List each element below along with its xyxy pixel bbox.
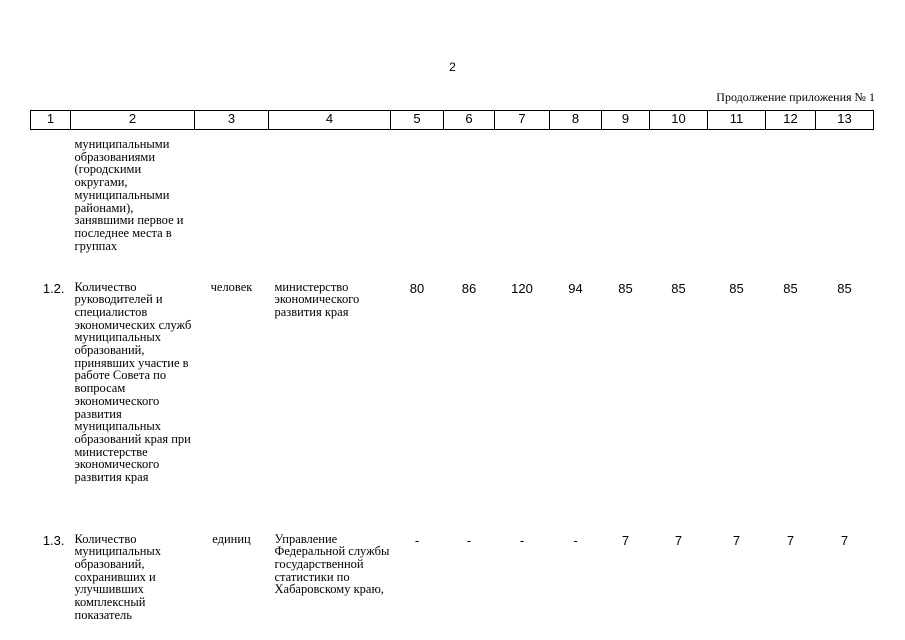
table-row [31,272,874,524]
value-cell: 94 [568,280,583,296]
column-header: 2 [71,111,195,130]
data-source: Управление Федеральной службы государственной статистики по Хабаровскому краю, [274,531,390,597]
data-source [269,130,391,272]
page-number: 2 [449,60,456,74]
value-cell: - [519,532,525,548]
value-cell: 85 [783,280,798,296]
value-cell [391,130,444,272]
value-cell [816,130,874,272]
column-header: 13 [816,111,874,130]
value-cell: 7 [732,532,741,548]
value-cell: - [573,532,578,548]
value-cell [708,130,766,272]
column-header: 5 [391,111,444,130]
value-cell: 7 [674,532,683,548]
value-cell: 120 [511,280,533,296]
row-number: 1.2. [42,280,65,296]
value-cell [495,130,550,272]
unit-of-measure [195,130,269,272]
value-cell: 85 [618,280,633,296]
column-header: 8 [550,111,602,130]
value-cell [650,130,708,272]
value-cell: 7 [840,532,849,548]
value-cell: 85 [671,280,686,296]
column-header: 12 [766,111,816,130]
indicator-name: Количество руководителей и специалистов экономических служб муниципальных образований, принявших участие в работе Совета по вопросам экономического развития муниципальных образований края при министерстве экономического развития края [74,279,192,485]
row-number: 1.3. [42,532,65,548]
table-row [31,524,874,622]
value-cell: 7 [786,532,795,548]
value-cell: 85 [729,280,744,296]
value-cell: 85 [837,280,852,296]
value-cell: - [414,532,420,548]
column-header: 11 [708,111,766,130]
indicator-name: муниципальными образованиями (городскими округами, муниципальными районами), занявшими первое и последнее места в группах [74,137,184,253]
column-header: 9 [602,111,650,130]
value-cell: - [466,532,472,548]
column-header: 10 [650,111,708,130]
value-cell [602,130,650,272]
value-cell [550,130,602,272]
column-header: 4 [269,111,391,130]
column-header: 1 [31,111,71,130]
value-cell [766,130,816,272]
table-row [31,130,874,272]
indicator-name: Количество муниципальных образований, сохранивших и улучшивших комплексный показатель [74,531,162,622]
appendix-continuation-label: Продолжение приложения № 1 [716,90,875,104]
value-cell [444,130,495,272]
value-cell: 86 [461,280,477,296]
value-cell: 7 [621,532,630,548]
column-header: 6 [444,111,495,130]
column-header: 7 [495,111,550,130]
value-cell: 80 [409,280,425,296]
indicators-table [30,110,874,621]
unit-of-measure: единиц [212,531,251,546]
row-number [31,130,71,272]
unit-of-measure: человек [210,279,253,294]
column-header: 3 [195,111,269,130]
data-source: министерство экономического развития края [274,279,360,319]
table-header-row [31,111,874,130]
